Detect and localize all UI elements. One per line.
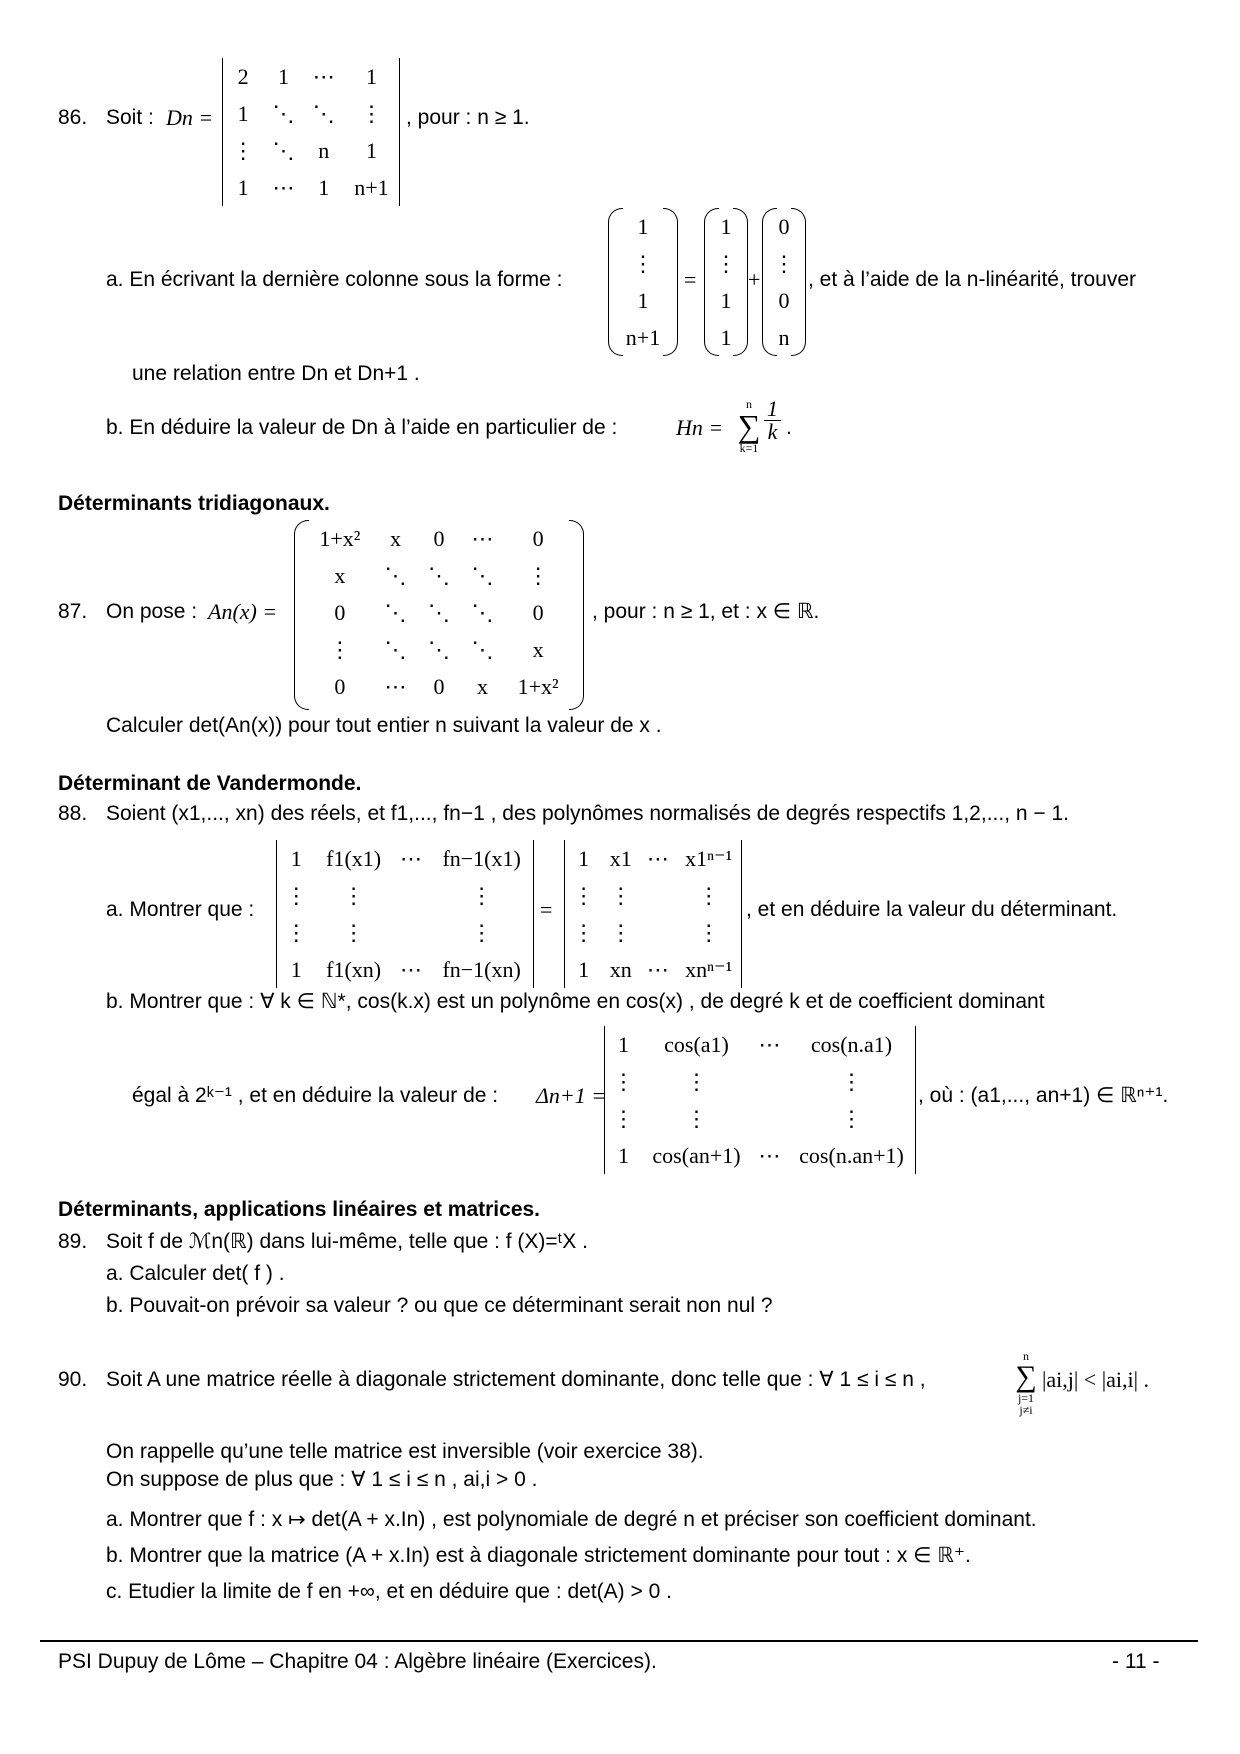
matrix-cell: 1+x² [319,525,361,551]
matrix-cell: ⋮ [285,882,308,908]
ex86-sum-top: n [746,397,752,411]
matrix-cell: fn−1(x1) [442,845,521,871]
matrix-row [605,1026,915,1063]
matrix-cell: ⋮ [572,882,595,908]
matrix-cell: ⋮ [612,1105,635,1131]
ex88-delta: Δn+1 = [536,1083,607,1108]
matrix-cell: ⋮ [572,919,595,945]
ex89-number: 89. [58,1230,88,1253]
matrix-cell: 0 [334,599,346,625]
ex86-fraction [764,398,781,443]
matrix-row [608,319,678,356]
matrix-cell: ⋮ [527,562,550,588]
ex86-number: 86. [58,106,88,129]
matrix-cell: ⋯ [399,956,422,982]
matrix-cell: 0 [334,673,346,699]
ex88-equals: = [540,897,553,922]
matrix-row [306,668,572,705]
ex86-column-1 [608,208,678,356]
ex86-equals: = [684,267,697,292]
ex87-intro: On pose : [106,600,198,623]
matrix-cell: f1(x1) [326,845,382,871]
matrix-cell: ⋱ [471,599,494,625]
matrix-cell: fn−1(xn) [442,956,521,982]
matrix-cell: ⋯ [646,845,669,871]
matrix-cell: 0 [778,287,790,313]
footer-rule [40,1640,1198,1642]
matrix-row [277,951,533,988]
ex86-lhs: Dn = [166,105,214,130]
matrix-row [608,208,678,245]
ex90-intro: Soit A une matrice réelle à diagonale strictement dominante, donc telle que : ∀ 1 ≤ i ≤ n , [106,1368,926,1391]
matrix-cell: 1 [237,174,249,200]
matrix-cell: 0 [532,525,544,551]
section-heading-vandermonde: Déterminant de Vandermonde. [58,772,362,795]
matrix-cell: 1 [290,845,302,871]
matrix-row [762,282,806,319]
ex87-number: 87. [58,600,88,623]
ex90-recall: On rappelle qu’une telle matrice est inversible (voir exercice 38). [106,1440,704,1463]
ex86-matrix [223,58,399,206]
matrix-cell: 1 [277,63,289,89]
matrix-row [762,245,806,282]
matrix-cell: 0 [433,673,445,699]
ex86-sum [734,398,764,454]
ex86-intro: Soit : [106,106,154,129]
ex89-a: a. Calculer det( f ) . [106,1262,285,1285]
ex86-b-text: b. En déduire la valeur de Dn à l’aide en particulier de : [106,416,618,439]
ex87-matrix-parens [294,520,584,710]
ex87-lhs: An(x) = [208,599,278,624]
matrix-cell: 0 [433,525,445,551]
matrix-row [605,1100,915,1137]
section-heading-tridiagonal: Déterminants tridiagonaux. [58,492,330,515]
matrix-cell: 0 [532,599,544,625]
matrix-cell: ⋱ [427,636,450,662]
matrix-cell: xnⁿ⁻¹ [685,956,733,982]
matrix-cell: ⋮ [609,919,632,945]
ex86-b-end: . [786,416,792,439]
matrix-cell: 1 [578,956,590,982]
matrix-row [223,169,399,206]
matrix-cell: 1 [237,100,249,126]
ex88-b-text: b. Montrer que : ∀ k ∈ ℕ*, cos(k.x) est un polynôme en cos(x) , de degré k et de coefficient dominant [106,990,1045,1013]
matrix-cell: x [334,562,346,588]
matrix-cell: ⋮ [715,250,737,276]
matrix-cell: ⋮ [360,100,383,126]
matrix-cell: ⋮ [342,882,365,908]
ex86-frac-num: 1 [764,398,781,421]
ex86-column-2-values [704,208,748,356]
ex87-calc: Calculer det(An(x)) pour tout entier n suivant la valeur de x . [106,714,662,737]
ex88-b-line2: égal à 2ᵏ⁻¹ , et en déduire la valeur de : [132,1084,499,1107]
ex88-b-tail: , où : (a1,..., an+1) ∈ ℝⁿ⁺¹. [918,1084,1169,1107]
ex86-condition: , pour : n ≥ 1. [406,106,530,129]
matrix-cell: ⋮ [773,250,795,276]
matrix-cell: 1 [365,137,377,163]
ex86-a-text: a. En écrivant la dernière colonne sous la forme : [106,268,563,291]
matrix-cell [392,877,431,914]
ex88-matrix-2 [565,840,741,988]
ex86-sum-bottom: k=1 [739,441,759,455]
matrix-row [704,319,748,356]
ex86-column-3 [762,208,806,356]
matrix-row [762,208,806,245]
matrix-cell: ⋱ [427,562,450,588]
matrix-cell: ⋮ [470,882,493,908]
matrix-cell: ⋮ [285,919,308,945]
ex88-determinant-3 [604,1026,916,1174]
matrix-cell: 1 [720,287,732,313]
matrix-cell: ⋯ [758,1142,781,1168]
matrix-cell: ⋮ [685,1105,708,1131]
ex90-b: b. Montrer que la matrice (A + x.In) est à diagonale strictement dominante pour tout : x ∈ ℝ⁺. [106,1544,971,1567]
matrix-cell: 1 [618,1142,629,1168]
matrix-row [565,951,741,988]
matrix-row [704,208,748,245]
matrix-cell: ⋮ [470,919,493,945]
ex88-a-text: a. Montrer que : [106,898,255,921]
matrix-row [565,914,741,951]
ex88-number: 88. [58,802,88,825]
ex90-a: a. Montrer que f : x ↦ det(A + x.In) , est polynomiale de degré n et préciser son coefficient dominant. [106,1508,1037,1531]
matrix-cell: ⋮ [232,137,255,163]
ex90-assumption: On suppose de plus que : ∀ 1 ≤ i ≤ n , ai,i > 0 . [106,1468,538,1491]
matrix-cell: ⋮ [609,882,632,908]
matrix-cell: n [778,324,790,350]
matrix-row [704,245,748,282]
ex86-determinant [222,58,400,206]
matrix-cell: 1 [290,956,302,982]
ex90-sum-bottom-2: j≠i [1019,1403,1033,1417]
matrix-cell: 1 [637,287,649,313]
ex90-sum-top: n [1023,1349,1029,1363]
ex88-determinant-1 [276,840,534,988]
matrix-row [605,1137,915,1174]
matrix-cell: ⋯ [312,63,335,89]
matrix-row [608,245,678,282]
matrix-cell: ⋯ [646,956,669,982]
matrix-row [565,877,741,914]
matrix-cell: n+1 [354,174,389,200]
matrix-row [306,557,572,594]
matrix-row [762,319,806,356]
ex86-hn: Hn = [676,415,724,440]
ex88-intro: Soient (x1,..., xn) des réels, et f1,..., fn−1 , des polynômes normalisés de degrés respectifs 1,2,..., n − 1. [106,802,1069,825]
matrix-cell: cos(an+1) [652,1142,741,1168]
ex90-c: c. Etudier la limite de f en +∞, et en déduire que : det(A) > 0 . [106,1580,672,1603]
matrix-cell: 1 [637,213,649,239]
matrix-cell: ⋱ [427,599,450,625]
ex90-inequality: |ai,j| < |ai,i| . [1042,1367,1150,1392]
page-number: - 11 - [1112,1650,1160,1673]
matrix-cell: ⋯ [758,1031,781,1057]
ex86-column-3-values [762,208,806,356]
matrix-cell: cos(n.an+1) [799,1142,904,1168]
ex86-column-2 [704,208,748,356]
matrix-cell: ⋱ [312,100,335,126]
matrix-cell: ⋮ [342,919,365,945]
ex89-b: b. Pouvait-on prévoir sa valeur ? ou que ce déterminant serait non nul ? [106,1294,773,1317]
matrix-row [223,132,399,169]
matrix-cell: xn [609,956,632,982]
section-heading-linear-maps: Déterminants, applications linéaires et matrices. [58,1198,541,1221]
matrix-row [608,282,678,319]
matrix-cell [392,914,431,951]
matrix-cell: ⋯ [272,174,295,200]
ex86-a-line2: une relation entre Dn et Dn+1 . [132,362,420,385]
ex88-determinant-2 [564,840,742,988]
ex86-frac-den: k [767,419,778,444]
matrix-cell: f1(xn) [326,956,382,982]
matrix-cell: x [390,525,402,551]
matrix-cell: ⋱ [471,562,494,588]
matrix-row [565,840,741,877]
matrix-cell: ⋱ [272,100,295,126]
matrix-row [223,58,399,95]
matrix-cell [751,1100,788,1137]
ex88-a-tail: , et en déduire la valeur du déterminant. [746,898,1118,921]
matrix-cell: ⋱ [384,599,407,625]
matrix-cell: n+1 [625,324,661,350]
ex90-sum-sign: ∑ [1015,1360,1037,1393]
ex90-number: 90. [58,1368,88,1391]
ex87-condition: , pour : n ≥ 1, et : x ∈ ℝ. [592,600,820,623]
matrix-cell: ⋮ [840,1105,863,1131]
matrix-cell [751,1063,788,1100]
ex88-matrix-1 [277,840,533,988]
matrix-cell: ⋯ [471,525,494,551]
matrix-cell: ⋮ [632,250,654,276]
matrix-row [704,282,748,319]
ex89-intro: Soit f de ℳn(ℝ) dans lui-même, telle que : f (X)=ᵗX . [106,1230,588,1253]
matrix-cell: n [318,137,330,163]
footer-title: PSI Dupuy de Lôme – Chapitre 04 : Algèbre linéaire (Exercices). [58,1650,657,1673]
matrix-row [277,840,533,877]
matrix-cell: ⋮ [840,1068,863,1094]
matrix-cell: ⋮ [685,1068,708,1094]
matrix-cell: x [532,636,544,662]
matrix-cell: 1 [365,63,377,89]
matrix-cell: ⋱ [384,562,407,588]
ex87-matrix [306,520,572,705]
matrix-cell: ⋱ [272,137,295,163]
matrix-cell: cos(a1) [664,1031,729,1057]
matrix-cell: x1ⁿ⁻¹ [685,845,733,871]
matrix-cell: 1 [618,1031,629,1057]
matrix-row [277,914,533,951]
matrix-cell: ⋮ [697,882,720,908]
matrix-cell: x [476,673,488,699]
matrix-row [277,877,533,914]
matrix-cell: ⋮ [612,1068,635,1094]
matrix-cell: ⋯ [399,845,422,871]
matrix-cell: x1 [609,845,632,871]
ex86-a-tail: , et à l’aide de la n-linéarité, trouver [808,268,1137,291]
ex90-sum [1012,1350,1040,1416]
matrix-cell [639,877,676,914]
matrix-cell: 1 [318,174,330,200]
matrix-cell: 1+x² [517,673,559,699]
matrix-cell: ⋱ [471,636,494,662]
matrix-cell: 1 [720,213,732,239]
ex90-sum-bottom-1: j=1 [1017,1391,1035,1405]
matrix-row [605,1063,915,1100]
matrix-cell: ⋱ [384,636,407,662]
matrix-cell: 0 [778,213,790,239]
matrix-row [223,95,399,132]
ex86-column-1-values [608,208,678,356]
matrix-cell: ⋮ [697,919,720,945]
matrix-row [306,520,572,557]
matrix-cell: 1 [578,845,590,871]
ex86-sum-sign: ∑ [737,408,761,444]
matrix-cell: 2 [237,63,249,89]
matrix-cell: 1 [720,324,732,350]
matrix-cell: ⋮ [328,636,351,662]
matrix-row [306,631,572,668]
matrix-cell [639,914,676,951]
matrix-cell: ⋯ [384,673,407,699]
ex86-plus: + [748,267,761,292]
matrix-row [306,594,572,631]
matrix-cell: cos(n.a1) [810,1031,893,1057]
ex88-matrix-3 [605,1026,915,1174]
